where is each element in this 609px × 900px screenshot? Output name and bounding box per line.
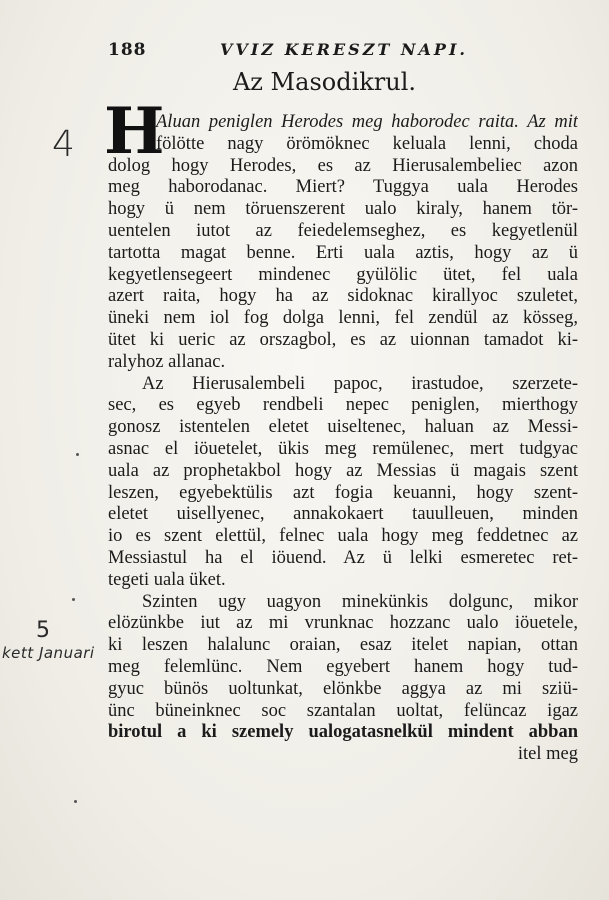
text-line: Messiastul ha el iöuend. Az ü lelki esmeretec ret- [108,547,578,568]
text-line: gyuc bünös uoltunkat, elönkbe aggya az mi sziü- [108,678,578,699]
text-line: kegyetlensegeert mindenec gyülölic ütet, fel uala [108,264,578,285]
text-line: hogy ü nem töruenszerent ualo kiraly, hanem tör- [108,199,578,220]
marginal-number-four: 4 [52,124,75,165]
text-line: gonosz istentelen eletet uiseltenec, haluan az Messi- [108,417,578,438]
text-line: uala az prophetakbol hogy az Messias ü magais szent [108,460,578,481]
text-line: ki leszen halalunc oraian, esaz itelet napian, ottan [108,635,578,656]
text-line: uentelen iutot az feiedelemseghez, es kegyetlenül [108,220,578,241]
chapter-title: Az Masodikrul. [232,68,417,96]
text-line: elözünkbe iut az mi vrunknac hozzanc ualo iöuetele, [108,613,578,634]
text-line: azert raita, hogy ha az sidoknac kirallyoc szuletet, [108,286,578,307]
text-line: ralyhoz allanac. [108,351,226,372]
text-line: üneki nem iol fog dolga lenni, fel zendül az kösseg, [108,308,578,329]
text-line: sec, es egyeb rendbeli nepec peniglen, mierthogy [108,395,578,416]
text-line: leszen, egyebektülis azt fogia keuanni, hogy szent- [108,482,578,503]
text-line: io es szent elettül, felnec uala hogy meg feddetnec az [108,526,578,547]
text-line: fölötte nagy örömöknec keluala lenni, choda [156,133,578,154]
text-line: asnac el iöuetelet, ükis meg remülenec, mert tudgyac [108,438,578,459]
page-number: 188 [108,40,147,60]
marginal-number-five: 5 [36,618,50,643]
drop-cap: H [104,94,165,169]
ink-speck [72,598,75,601]
running-head: VVIZ KERESZT NAPI. [220,40,468,59]
ink-speck [74,800,77,803]
text-line: meg haborodanac. Miert? Tuggya uala Herodes [108,177,578,198]
catchword: itel meg [517,744,578,765]
body-text [108,112,578,766]
text-line: birotul a ki szemely ualogatasnelkül mindent abban [108,722,578,743]
text-line: ünc büneinknec soc szantalan uoltat, felüncaz igaz [108,700,578,721]
text-line: tegeti uala üket. [108,569,226,590]
text-line: dolog hogy Herodes, es az Hierusalembeliec azon [108,155,578,176]
text-line: eletet uisellyenec, annakokaert tauulleuen, minden [108,504,578,525]
text-line: Az Hierusalembeli papoc, irastudoe, szerzete- [142,373,578,394]
ink-speck [76,453,79,456]
marginal-note: kett Januari [2,644,95,662]
text-line: tartotta magat benne. Erti uala aztis, hogy az ü [108,242,578,263]
text-line: Szinten ugy uagyon minekünkis dolgunc, mikor [142,591,578,612]
text-line: ütet ki ueric az orszagbol, es az uionnan tamadot ki- [108,329,578,350]
text-line: Aluan peniglen Herodes meg haborodec raita. Az mit [156,112,578,132]
page-header [108,40,578,64]
text-line: meg felemlünc. Nem egyebert hanem hogy tud- [108,656,578,677]
